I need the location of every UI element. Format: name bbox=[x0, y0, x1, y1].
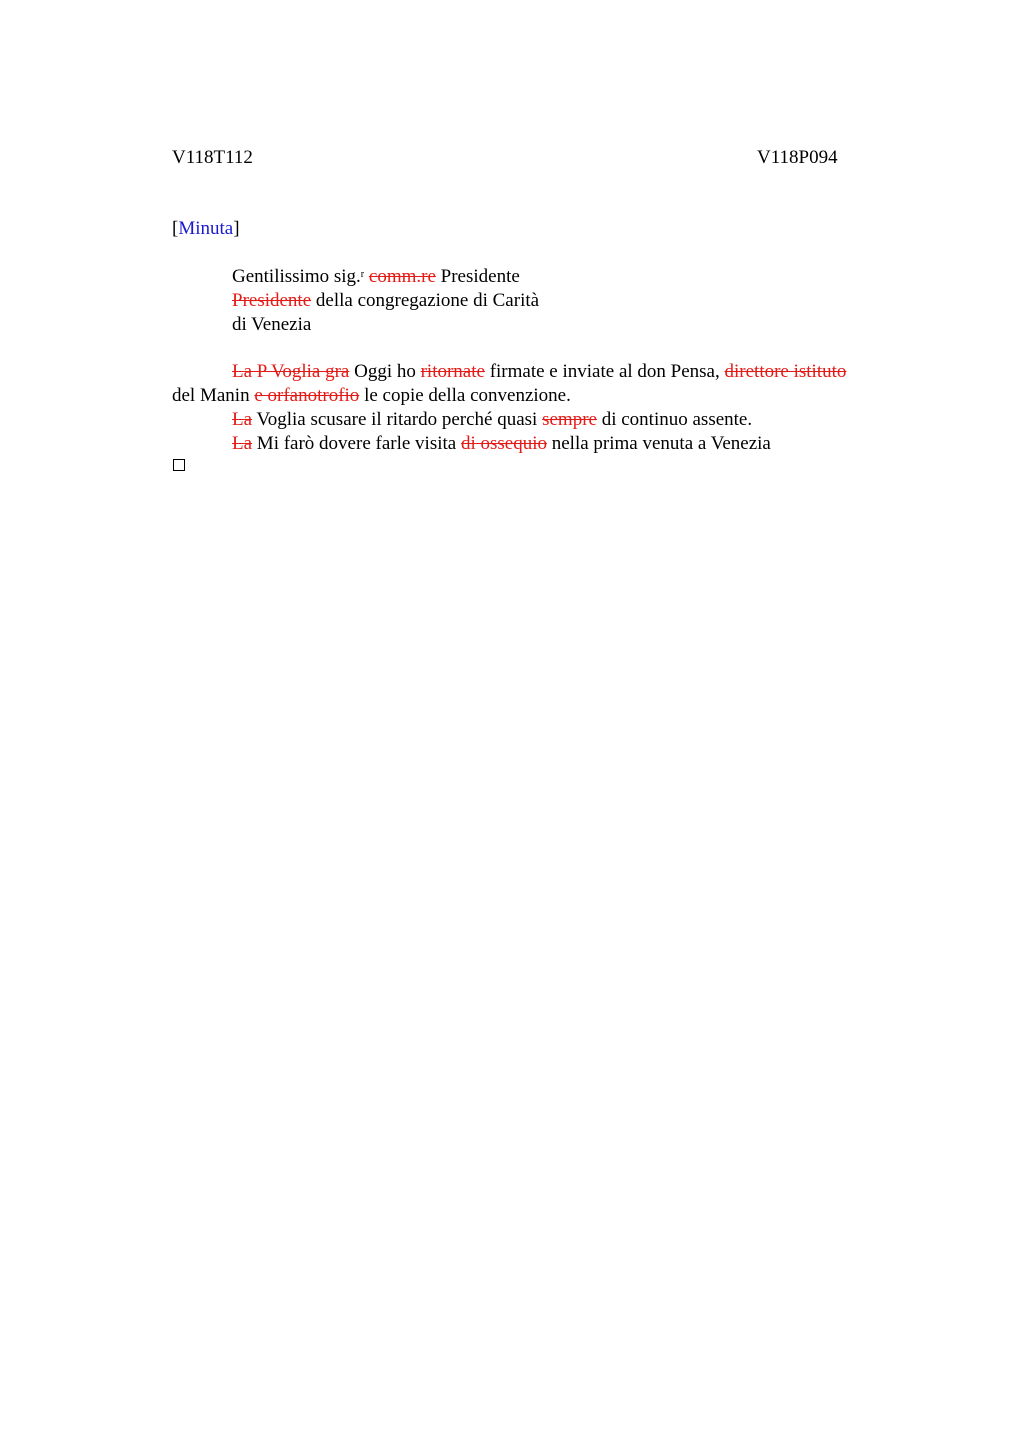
deleted-text: La P Voglia gra bbox=[232, 361, 350, 382]
deleted-text: La bbox=[232, 409, 253, 430]
minuta-label: Minuta bbox=[178, 218, 234, 239]
deleted-text: e orfanotrofio bbox=[254, 385, 360, 406]
body-text: del Manin bbox=[172, 385, 250, 406]
open-bracket: [ bbox=[172, 218, 179, 239]
body-text: Voglia scusare il ritardo perché quasi bbox=[256, 409, 538, 430]
body-text: Oggi ho bbox=[354, 361, 416, 382]
body-text: nella prima venuta a Venezia bbox=[551, 433, 771, 454]
address-text: di Venezia bbox=[232, 314, 312, 335]
body-paragraph-2 bbox=[232, 408, 752, 432]
end-marker-box bbox=[173, 459, 185, 471]
body-paragraph-3 bbox=[232, 432, 771, 456]
deleted-text: di ossequio bbox=[460, 433, 547, 454]
address-text: della congregazione di Carità bbox=[315, 290, 540, 311]
address-line-3 bbox=[232, 313, 311, 337]
recipient-title: Presidente bbox=[440, 266, 520, 287]
body-text: le copie della convenzione. bbox=[364, 385, 571, 406]
body-text: Mi farò dovere farle visita bbox=[256, 433, 457, 454]
body-text: di continuo assente. bbox=[601, 409, 753, 430]
archive-code-left: V118T112 bbox=[172, 147, 253, 168]
deleted-text: direttore istituto bbox=[724, 361, 847, 382]
deleted-text: comm.re bbox=[368, 266, 436, 287]
salutation-text: Gentilissimo sig. bbox=[232, 266, 361, 287]
deleted-text: La bbox=[232, 433, 253, 454]
close-bracket: ] bbox=[233, 218, 240, 239]
deleted-text: sempre bbox=[542, 409, 597, 430]
archive-code-right: V118P094 bbox=[757, 147, 838, 168]
document-type-label bbox=[172, 217, 240, 241]
address-line-1 bbox=[232, 265, 520, 289]
salutation-superscript: r bbox=[360, 269, 365, 280]
deleted-text: Presidente bbox=[232, 290, 312, 311]
body-paragraph-1-line-2 bbox=[172, 384, 571, 408]
body-paragraph-1-line-1 bbox=[232, 360, 846, 384]
body-text: firmate e inviate al don Pensa, bbox=[489, 361, 720, 382]
deleted-text: ritornate bbox=[420, 361, 485, 382]
address-line-2 bbox=[232, 289, 539, 313]
